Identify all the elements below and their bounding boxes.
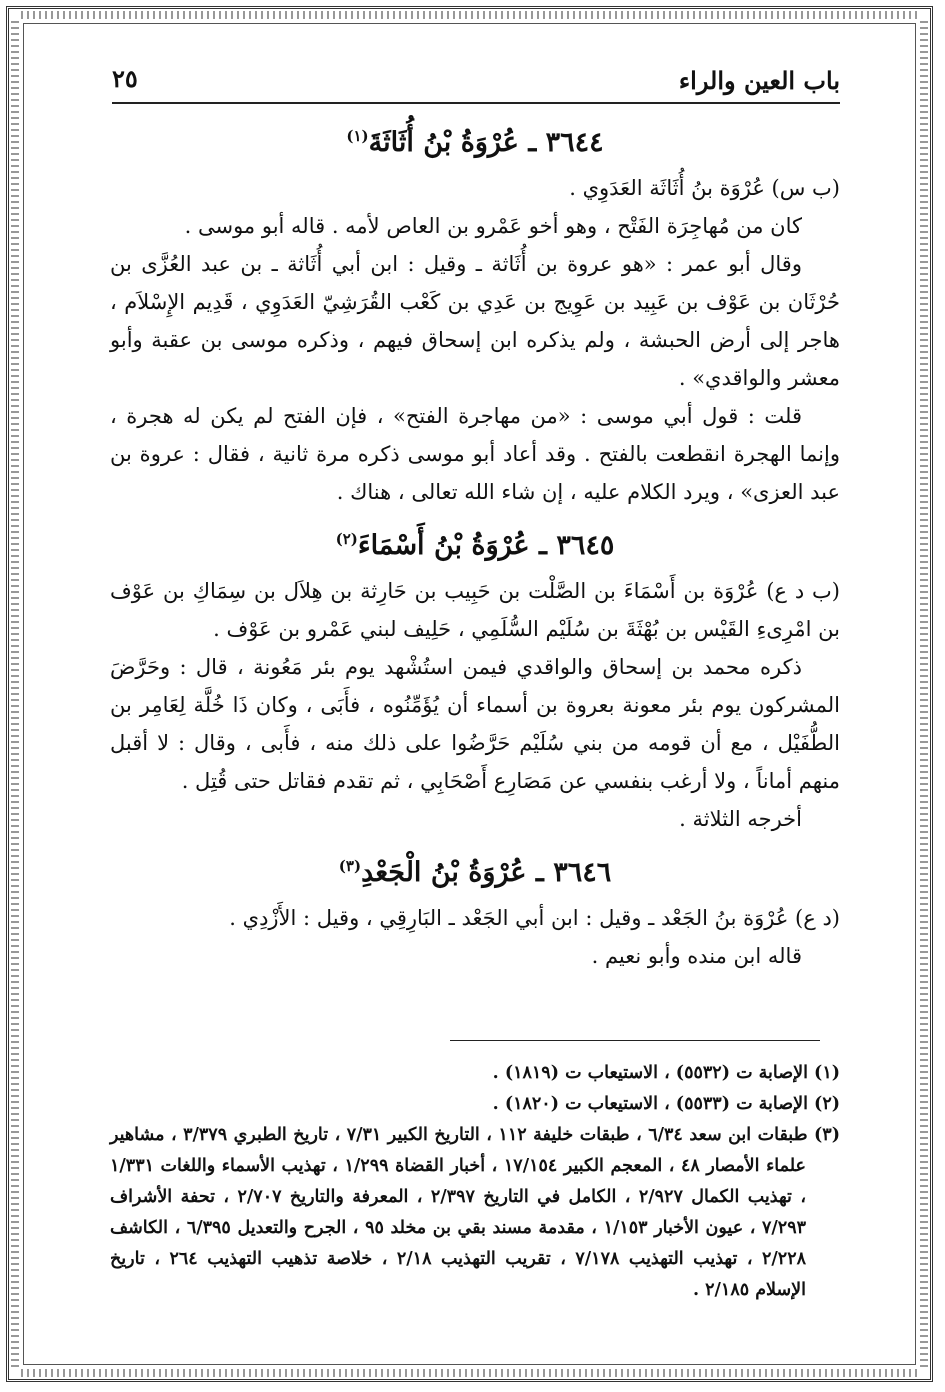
entry-title-text: ٣٦٤٦ ـ عُرْوَةُ بْنُ الْجَعْدِ bbox=[361, 857, 612, 888]
entry-paragraph: (ب س) عُرْوَة بنُ أُثَاثَة العَدَوِي . bbox=[569, 176, 840, 200]
entry-title-text: ٣٦٤٥ ـ عُرْوَةُ بْنُ أَسْمَاءَ bbox=[357, 530, 615, 561]
page-number: ٢٥ bbox=[112, 64, 138, 93]
footnote-marker: (٢) bbox=[335, 530, 358, 548]
entry-title-3645 bbox=[110, 519, 840, 566]
footnote-marker: (١) bbox=[346, 127, 369, 145]
footnote-3: (٣) طبقات ابن سعد ٦/٣٤ ، طبقات خليفة ١١٢ ، التاريخ الكبير ٧/٣١ ، تاريخ الطبري ٣/٣٧٩ ، مشاهير علماء الأمصار ٤٨ ، المعجم الكبير ١٧/١٥٤ ، أخبار القضاة ١/٢٩٩ ، تهذيب الأسماء واللغات ١/٣٣١ ، تهذيب الكمال ٢/٩٢٧ ، الكامل في التاريخ ٢/٣٩٧ ، المعرفة والتاريخ ٢/٧٠٧ ، تحفة الأشراف ٧/٢٩٣ ، عيون الأخبار ١/١٥٣ ، مقدمة مسند بقي بن مخلد ٩٥ ، الجرح والتعديل ٦/٣٩٥ ، الكاشف ٢/٢٢٨ ، تهذيب التهذيب ٧/١٧٨ ، تقريب التهذيب ٢/١٨ ، خلاصة تذهيب التهذيب ٢٦٤ ، تاريخ الإسلام ٢/١٨٥ . bbox=[110, 1125, 840, 1300]
entry-paragraph: أخرجه الثلاثة . bbox=[679, 807, 802, 831]
footnote-2: (٢) الإصابة ت (٥٥٣٣) ، الاستيعاب ت (١٨٢٠) . bbox=[492, 1094, 840, 1114]
border-ornament-right bbox=[920, 21, 928, 1367]
page-header bbox=[112, 62, 840, 104]
main-text bbox=[110, 108, 840, 975]
running-title: باب العين والراء bbox=[678, 66, 840, 95]
entry-paragraph: قلت : قول أبي موسى : «من مهاجرة الفتح» ، فإن الفتح لم يكن له هجرة ، وإنما الهجرة انقطعت بالفتح . وقد أعاد أبو موسى ذكره مرة ثانية ، فقال : عروة بن عبد العزى» ، ويرد الكلام عليه ، إن شاء الله تعالى ، هناك . bbox=[110, 404, 840, 504]
footnote-1: (١) الإصابة ت (٥٥٣٢) ، الاستيعاب ت (١٨١٩) . bbox=[492, 1063, 840, 1083]
entry-paragraph: (ب د ع) عُرْوَة بن أَسْمَاءَ بن الصَّلْت بن حَبِيب بن حَارِثة بن هِلاَل بن سِمَاكِ بن عَوْف بن امْرِىءِ القَيْس بن بُهْثَةَ بن سُلَيْم السُّلَمِي ، حَلِيف لبني عَمْرو بن عَوْف . bbox=[110, 579, 840, 641]
border-ornament-top bbox=[21, 11, 918, 19]
entry-paragraph: وقال أبو عمر : «هو عروة بن أُثَاثة ـ وقيل : ابن أبي أُثَاثة ـ بن عبد العُزَّى بن حُرْثَان بن عَوْف بن عَبِيد بن عَوِيج بن عَدِي بن كَعْب القُرَشِيّ العَدَوِي ، قَدِيم الإِسْلاَم ، هاجر إلى أرض الحبشة ، ولم يذكره ابن إسحاق فيهم ، وذكره موسى بن عقبة وأبو معشر والواقدي» . bbox=[110, 252, 840, 390]
border-ornament-bottom bbox=[21, 1369, 918, 1377]
footnote-marker: (٣) bbox=[338, 857, 362, 875]
footnotes bbox=[110, 1058, 840, 1306]
entry-paragraph: ذكره محمد بن إسحاق والواقدي فيمن استُشْهد يوم بئر مَعُونة ، قال : وحَرَّضَ المشركون يوم بئر معونة بعروة بن أسماء أن يُؤَمِّنُوه ، فأَبَى ، وكان ذَا خُلَّة لِعَامِر بن الطُّفَيْل ، مع أن قومه من بني سُلَيْم حَرَّضُوا على ذلك منه ، فأَبى ، وقال : لا أقبل منهم أماناً ، ولا أرغب بنفسي عن مَصَارِع أَصْحَابِي ، ثم تقدم فقاتل حتى قُتِل . bbox=[110, 655, 840, 793]
entry-title-3646 bbox=[110, 846, 840, 893]
entry-title-text: ٣٦٤٤ ـ عُرْوَةُ بْنُ أُثَاثَةَ bbox=[368, 127, 604, 158]
entry-paragraph: كان من مُهاجِرَة الفَتْح ، وهو أخو عَمْرو بن العاص لأمه . قاله أبو موسى . bbox=[184, 214, 802, 238]
entry-paragraph: (د ع) عُرْوَة بنُ الجَعْد ـ وقيل : ابن أبي الجَعْد ـ البَارِقِي ، وقيل : الأَزْدِي . bbox=[229, 906, 840, 930]
footnote-divider bbox=[450, 1040, 820, 1041]
entry-paragraph: قاله ابن منده وأبو نعيم . bbox=[591, 944, 802, 968]
border-ornament-left bbox=[11, 21, 19, 1367]
entry-title-3644 bbox=[110, 116, 840, 163]
